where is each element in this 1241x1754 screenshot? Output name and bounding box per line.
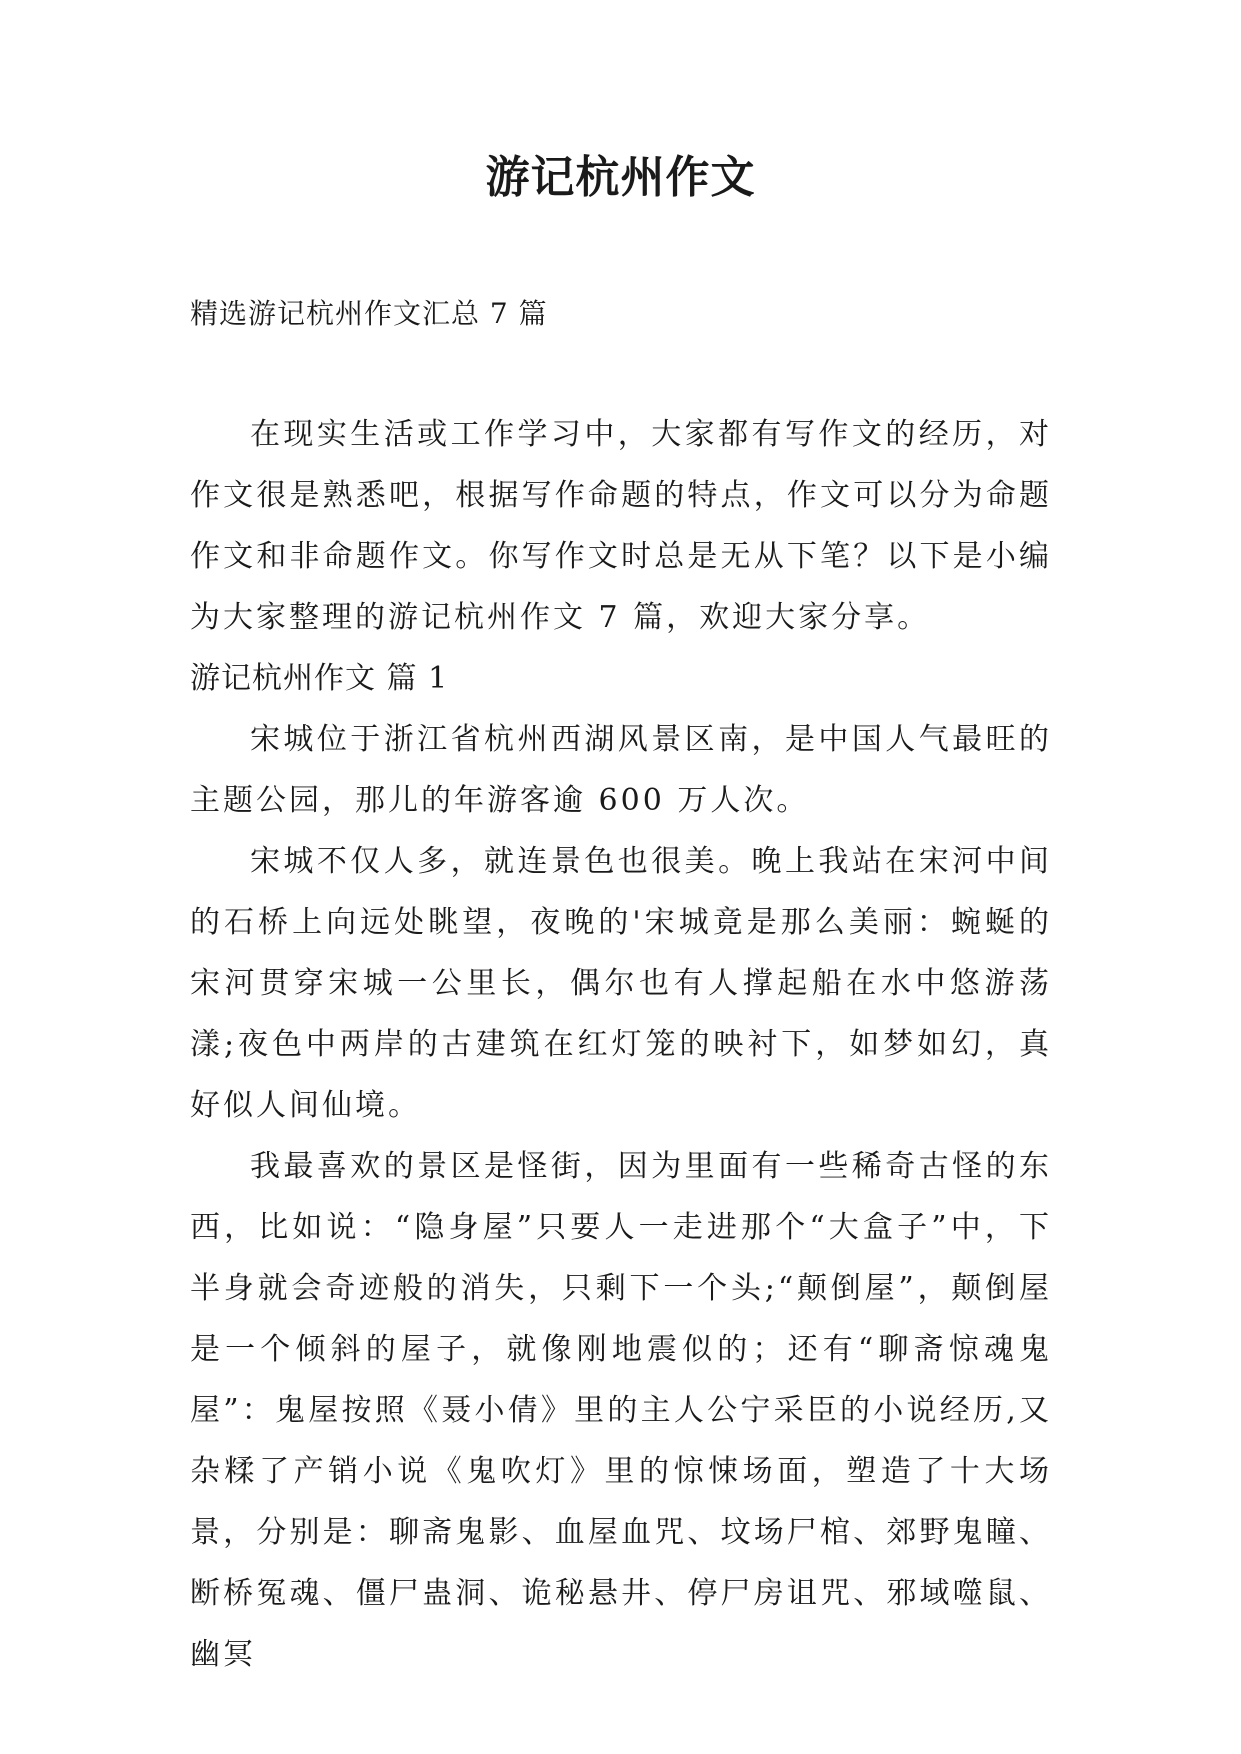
document-body xyxy=(190,404,1052,1685)
document-title: 游记杭州作文 xyxy=(485,152,756,203)
body-paragraph: 我最喜欢的景区是怪街，因为里面有一些稀奇古怪的东西，比如说：“隐身屋”只要人一走进那个“大盒子”中，下半身就会奇迹般的消失，只剩下一个头;“颠倒屋”，颠倒屋是一个倾斜的屋子，就像刚地震似的；还有“聊斋惊魂鬼屋”：鬼屋按照《聂小倩》里的主人公宁采臣的小说经历,又杂糅了产销小说《鬼吹灯》里的惊悚场面，塑造了十大场景，分别是：聊斋鬼影、血屋血咒、坟场尸棺、郊野鬼瞳、断桥冤魂、僵尸蛊洞、诡秘悬井、停尸房诅咒、邪域噬鼠、幽冥 xyxy=(190,1149,1052,1672)
intro-paragraph: 在现实生活或工作学习中，大家都有写作文的经历，对作文很是熟悉吧，根据写作命题的特点，作文可以分为命题作文和非命题作文。你写作文时总是无从下笔？以下是小编为大家整理的游记杭州作文 7 篇，欢迎大家分享。 xyxy=(190,417,1052,635)
body-paragraph: 宋城不仅人多，就连景色也很美。晚上我站在宋河中间的石桥上向远处眺望，夜晚的'宋城竟是那么美丽：蜿蜒的宋河贯穿宋城一公里长，偶尔也有人撑起船在水中悠游荡漾;夜色中两岸的古建筑在红灯笼的映衬下，如梦如幻，真好似人间仙境。 xyxy=(190,844,1052,1123)
body-paragraph: 宋城位于浙江省杭州西湖风景区南，是中国人气最旺的主题公园，那儿的年游客逾 600 万人次。 xyxy=(190,722,1052,818)
document-subtitle: 精选游记杭州作文汇总 7 篇 xyxy=(190,297,548,330)
section-heading: 游记杭州作文 篇 1 xyxy=(190,661,449,696)
